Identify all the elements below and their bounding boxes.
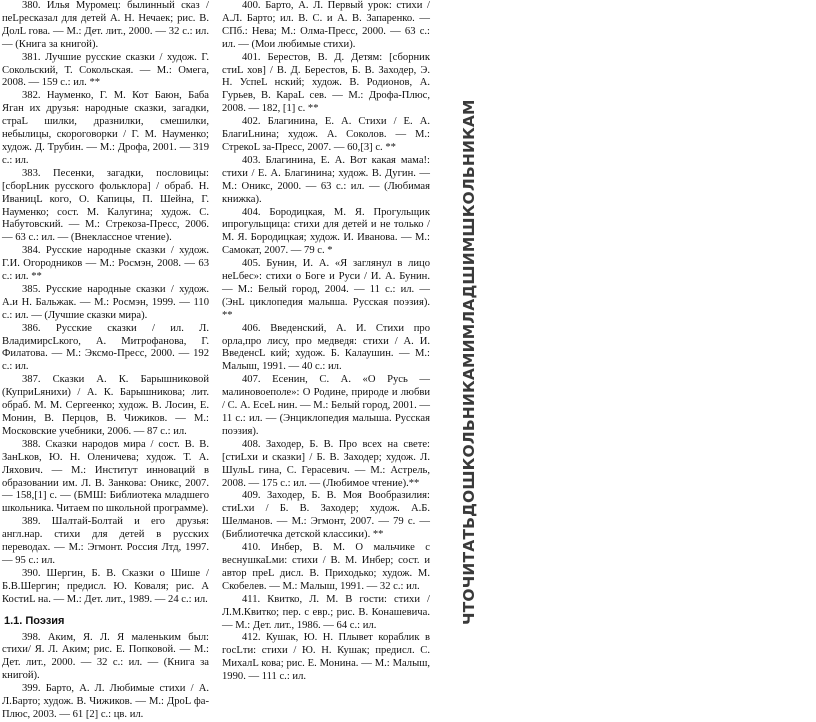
bibliography-entry: 385. Русские народные сказки / худож. А.и Н. Бальжак. — М.: Росмэн, 1999. — 110 с.: ил. — (Лучшие сказки мира). xyxy=(2,283,209,321)
bibliography-entry: 412. Кушак, Ю. Н. Плывет кораблик в госLти: стихи / Ю. Н. Кушак; предисл. С. МихалL кова; рис. Е. Монина. — М.: Малыш, 1990. — 111 с.: ил. xyxy=(222,632,430,683)
bibliography-entry: 410. Инбер, В. М. О мальчике с веснушкаLми: стихи / В. М. Инбер; сост. и автор преL дисл. В. Приходько; худож. М. Скобелев. — М.: Малыш, 1991. — 32 с.: ил. xyxy=(222,542,430,592)
bibliography-entry: 383. Песенки, загадки, пословицы: [сборLник русского фольклора] / обраб. Н. ИваницL кого, О. Капицы, П. Шейна, Г. Науменко; сост. М. Калугина; худож. С. Набутовский. — М.: Стрекоза-Пресс, 2006. — 63 с.: ил. — (Внеклассное чтение). xyxy=(2,167,209,244)
bibliography-entry: 406. Введенский, А. И. Стихи про орла,про лису, про медведя: стихи / А. И. ВведенсL кий; худож. Б. Калаушин. — М.: Малыш, 1991. — 40 с.: ил. xyxy=(222,322,430,373)
bibliography-entry: 382. Науменко, Г. М. Кот Баюн, Баба Яган их друзья: народные сказки, загадки, страL шилки, дразнилки, смешилки, небылицы, скороговорки / Г. М. Науменко; худож. Д. Трубин. — М.: Дрофа, 2001. — 319 с.: ил. xyxy=(2,90,209,166)
bibliography-entry: 408. Заходер, Б. В. Про всех на свете: [стиLхи и сказки] / Б. В. Заходер; худож. Л. ШульL гина, С. Герасевич. — М.: Астрель, 2008. — 175 с.: ил. — (Любимое чтение).** xyxy=(222,438,430,489)
section-heading: 1.1. Поэзия xyxy=(4,614,65,627)
bibliography-entry: 399. Барто, А. Л. Любимые стихи / А. Л.Барто; худож. В. Чижиков. — М.: ДроL фа-Плюс, 2003. — 61 [2] с.: цв. ил. xyxy=(2,683,209,720)
bibliography-entry: 384. Русские народные сказки / худож. Г.И. Огородников — М.: Росмэн, 2008. — 63 с.: ил. ** xyxy=(2,245,209,283)
entries-bottom-list xyxy=(2,632,209,722)
bibliography-entry: 401. Берестов, В. Д. Детям: [сборник стиL хов] / В. Д. Берестов, Б. В. Заходер, Э. Н. УспеL нский; худож. В. Родионов, А. Гурьев, В. КараL сев. — М.: Дрофа-Плюс, 2008. — 182, [1] с. ** xyxy=(222,51,430,115)
bibliography-entry: 409. Заходер, Б. В. Моя Вообразилия: стиLхи / Б. В. Заходер; худож. А.Б. Шелманов. — М.: Эгмонт, 2007. — 79 с. — (Библиотечка детской классики). ** xyxy=(222,490,430,541)
bibliography-entry: 390. Шергин, Б. В. Сказки о Шише / Б.В.Шергин; предисл. Ю. Коваля; рис. А КостиL на. — М.: Дет. лит., 1989. — 24 с.: ил. xyxy=(2,567,209,605)
right-column xyxy=(222,0,430,684)
bibliography-entry: 389. Шалтай-Болтай и его друзья: англ.нар. стихи для детей в русских переводах. — М.: Эгмонт. Россия Лтд, 1997. — 95 с.: ил. xyxy=(2,516,209,566)
bibliography-entry: 386. Русские сказки / ил. Л. ВладимирсLкого, А. Митрофанова, Г. Филатова. — М.: Эксмо-Пресс, 2000. — 192 с.: ил. xyxy=(2,322,209,373)
bibliography-entry: 411. Квитко, Л. М. В гости: стихи / Л.М.Квитко; пер. с евр.; рис. В. Конашевича. — М.: Дет. лит., 1986. — 64 с.: ил. xyxy=(222,593,430,631)
left-column xyxy=(2,0,209,722)
entries-top-list xyxy=(2,0,209,607)
bibliography-entry: 398. Аким, Я. Л. Я маленьким был: стихи/ Я. Л. Аким; рис. Е. Попковой. — М.: Дет. лит., 2000. — 32 с.: ил. — (Книга за книгой). xyxy=(2,631,209,682)
bibliography-entry: 405. Бунин, И. А. «Я заглянул в лицо неLбес»: стихи о Боге и Руси / И. А. Бунин. — М.: Белый город, 2004. — 11 с.: ил. — (ЭнL циклопедия малыша. Русская поэзия). ** xyxy=(222,258,430,321)
side-band xyxy=(440,0,480,627)
bibliography-entry: 402. Благинина, Е. А. Стихи / Е. А. БлагиLнина; худож. А. Соколов. — М.: СтрекоL за-Пресс, 2007. — 60,[3] с. ** xyxy=(222,116,430,153)
bibliography-entry: 381. Лучшие русские сказки / худож. Г. Сокольский, Т. Сокольская. — М.: Омега, 2008. — 159 с.: ил. ** xyxy=(2,51,209,89)
bibliography-entry: 403. Благинина, Е. А. Вот какая мама!: стихи / Е. А. Благинина; худож. В. Дугин. — М.: Оникс, 2000. — 63 с.: ил. — (Любимая книжка). xyxy=(222,154,430,205)
bibliography-entry: 388. Сказки народов мира / сост. В. В. ЗанLков, Ю. Н. Оленичева; худож. Т. А. Ляхович. — М.: Институт инноваций в образовании им. Л. В. Занкова: Оникс, 2007. — 158,[1] с. — (БМШ: Библиотека младшего школьника. Читаем по школьной программе). xyxy=(2,438,209,515)
entries-right-list xyxy=(222,0,430,684)
bibliography-entry: 407. Есенин, С. А. «О Русь — малиновоеполе»: О Родине, природе и любви / С. А. ЕсеL нин. — М.: Белый город, 2001. — 11 с.: ил. — (Энциклопедия малыша. Русская поэзия). xyxy=(222,374,430,437)
bibliography-entry: 387. Сказки А. К. Барышниковой (КуприLянихи) / А. К. Барышникова; лит. обраб. М. М. Сергеенко; худож. В. Лосин, Е. Монин, В. Перцов, В. Чижиков. — М.: Московские учебники, 2006. — 87 с.: ил. xyxy=(2,374,209,437)
bibliography-entry: 380. Илья Муромец: былинный сказ / пеLресказал для детей А. Н. Нечаек; рис. В. ДолL гова. — М.: Дет. лит., 2000. — 32 с.: ил. — (Книга за книгой). xyxy=(2,0,209,50)
side-band-text: ЧТОЧИТАТЬДОШКОЛЬНИКАМИМЛАДШИМШКОЛЬНИКАМ xyxy=(460,99,478,625)
bibliography-entry: 400. Барто, А. Л. Первый урок: стихи / А.Л. Барто; ил. В. С. и А. В. Запаренко. — СПб.: Нева; М.: Олма-Пресс, 2000. — 63 с.: ил. — (Мои любимые стихи). xyxy=(222,0,430,50)
bibliography-entry: 404. Бородицкая, М. Я. Прогульщик ипрогульщица: стихи для детей и не только / М. Я. Бородицкая; худож. И. Иванова. — М.: Самокат, 2007. — 79 с. * xyxy=(222,206,430,257)
